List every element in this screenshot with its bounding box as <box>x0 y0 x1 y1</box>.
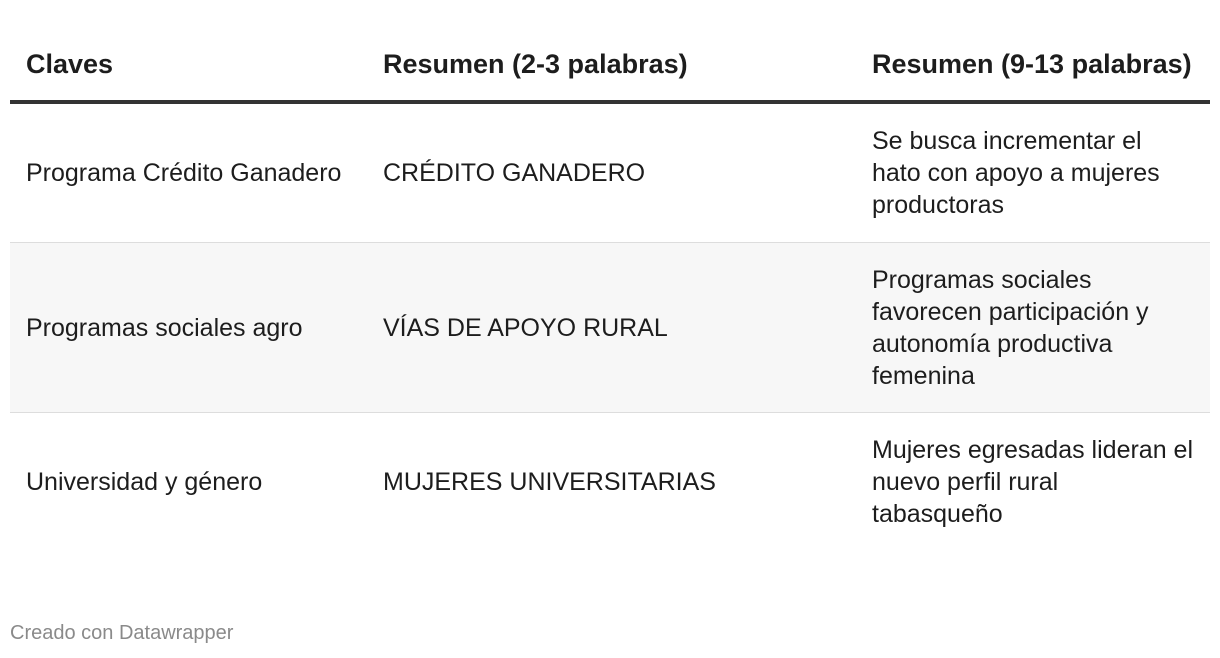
summary-table <box>10 40 1210 550</box>
cell-resumen-short: CRÉDITO GANADERO <box>367 102 856 243</box>
table-body <box>10 102 1210 550</box>
cell-resumen-short: MUJERES UNIVERSITARIAS <box>383 467 716 496</box>
table-row <box>10 243 1210 413</box>
header-row <box>10 40 1210 102</box>
table-row <box>10 102 1210 243</box>
column-header-resumen-long: Resumen (9-13 palabras) <box>856 40 1210 102</box>
datawrapper-credit: Creado con Datawrapper <box>10 622 234 644</box>
cell-clave: Programa Crédito Ganadero <box>10 102 367 243</box>
cell-resumen-short: VÍAS DE APOYO RURAL <box>367 243 856 413</box>
column-header-resumen-short: Resumen (2-3 palabras) <box>367 40 856 102</box>
column-header-claves: Claves <box>10 40 367 102</box>
cell-resumen-long: Programas sociales favorecen participación y autonomía productiva femenina <box>856 243 1210 413</box>
cell-clave: Universidad y género <box>26 467 263 496</box>
table-header <box>10 40 1210 102</box>
cell-resumen-long: Se busca incrementar el hato con apoyo a mujeres productoras <box>856 102 1210 243</box>
cell-resumen-long: Mujeres egresadas lideran el nuevo perfil rural tabasqueño <box>872 435 1194 528</box>
cell-clave: Programas sociales agro <box>10 243 367 413</box>
summary-table-container <box>10 40 1210 550</box>
table-row <box>10 413 1210 551</box>
